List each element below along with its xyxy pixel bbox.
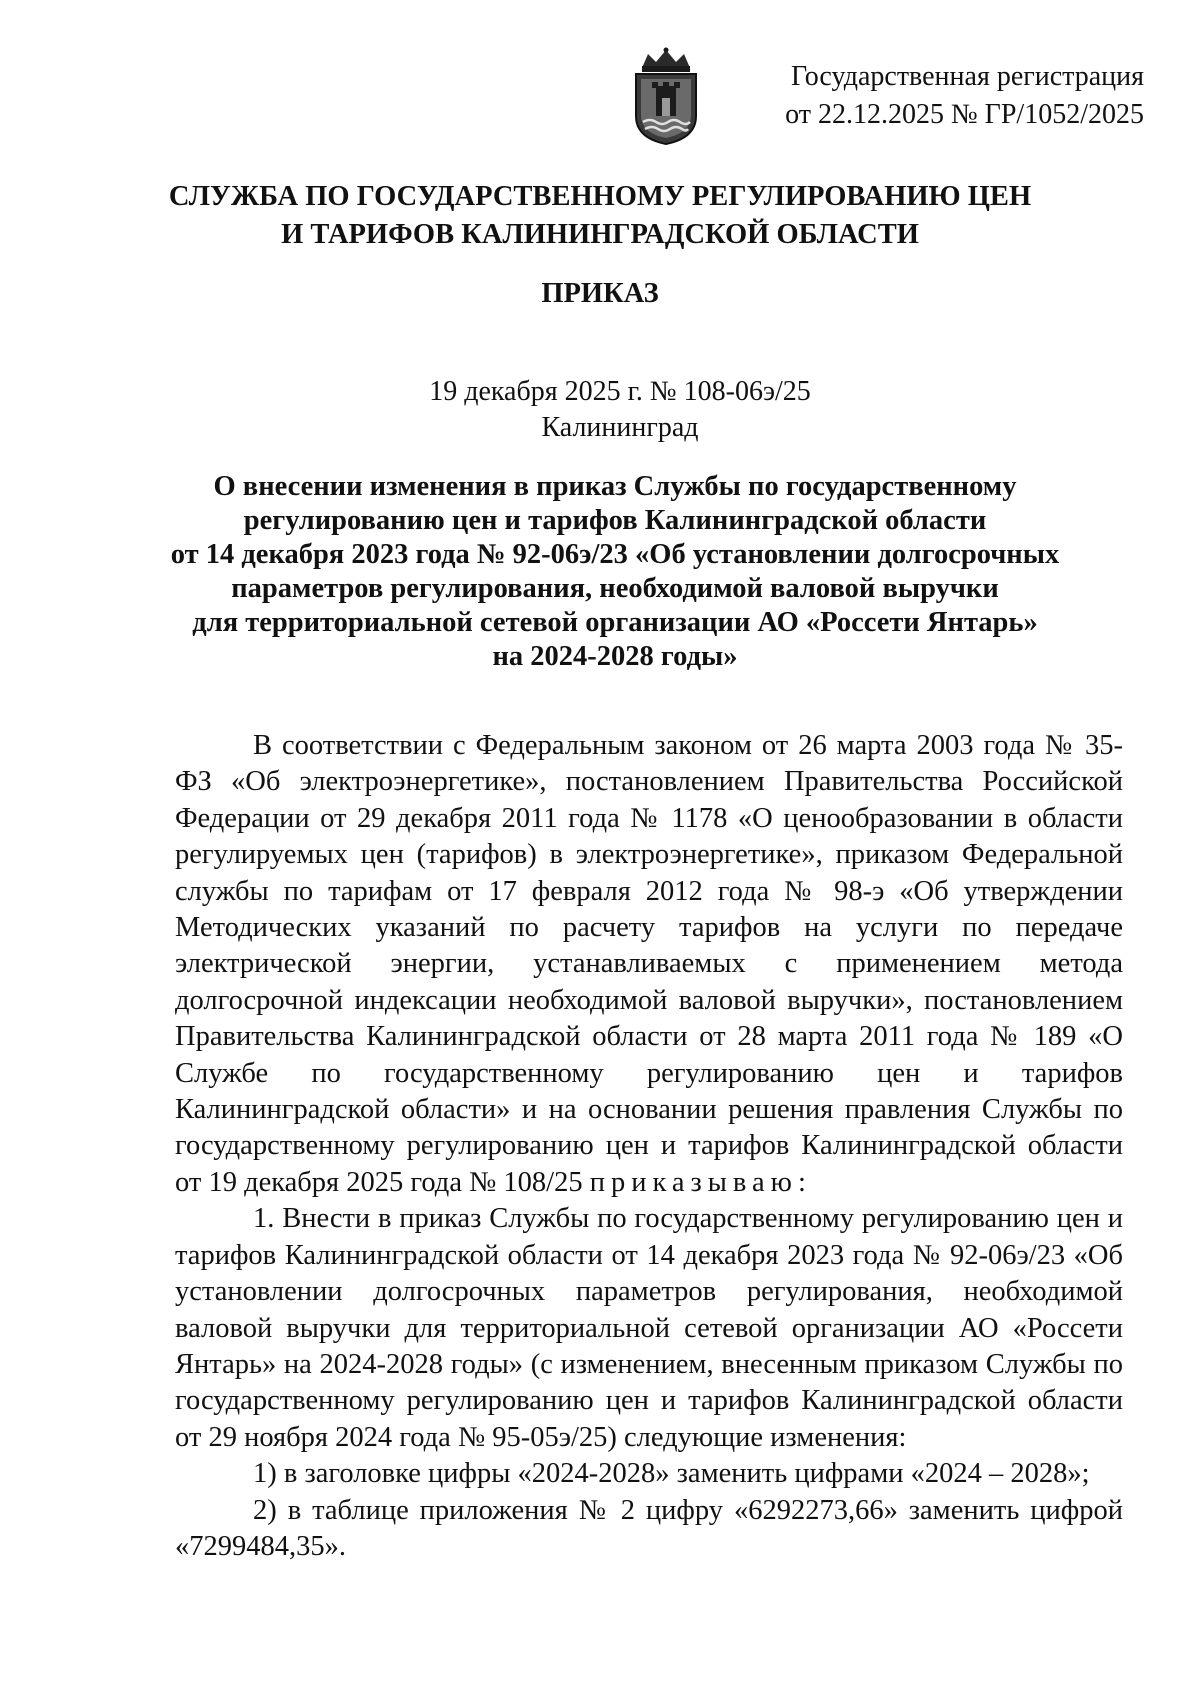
document-subject <box>150 470 1080 674</box>
document-city: Калининград <box>541 412 699 443</box>
point-1-subitem-1: 1) в заголовке цифры «2024-2028» заменить цифрами «2024 – 2028»; <box>253 1458 1090 1490</box>
point-1-subitem-2: 2) в таблице приложения № 2 цифру «6292273,66» заменить цифрой «7299484,35». <box>175 1494 1123 1562</box>
order-word: приказываю: <box>589 1166 812 1198</box>
subject-line: параметров регулирования, необходимой валовой выручки <box>231 573 999 604</box>
agency-name-line-1: СЛУЖБА ПО ГОСУДАРСТВЕННОМУ РЕГУЛИРОВАНИЮ ЦЕН <box>168 181 1032 212</box>
agency-name <box>120 178 1080 254</box>
preamble-paragraph <box>175 728 1123 1201</box>
state-registration-stamp <box>724 58 1144 134</box>
preamble-text: В соответствии с Федеральным законом от 26 марта 2003 года № 35-ФЗ «Об электроэнергетике», постановлением Правительства Российской Федерации от 29 декабря 2011 года № 1178 «О ценообразовании в области регулируемых цен (тарифов) в электроэнергетике», приказом Федеральной службы по тарифам от 17 февраля 2012 года № 98-э «Об утверждении Методических указаний по расчету тарифов на услуги по передаче электрической энергии, устанавливаемых с применением метода долгосрочной индексации необходимой валовой выручки», постановлением Правительства Калининградской области от 28 марта 2011 года № 189 «О Службе по государственному регулированию цен и тарифов Калининградской области» и на основании решения правления Службы по государственному регулированию цен и тарифов Калининградской области от 19 декабря 2025 года № 108/25 <box>175 730 1123 1198</box>
document-body <box>175 728 1123 1565</box>
agency-name-line-2: И ТАРИФОВ КАЛИНИНГРАДСКОЙ ОБЛАСТИ <box>281 219 919 250</box>
coat-of-arms-emblem <box>628 46 704 146</box>
subject-line: для территориальной сетевой организации АО «Россети Янтарь» <box>192 607 1038 638</box>
registration-line-2: от 22.12.2025 № ГР/1052/2025 <box>785 99 1144 130</box>
point-1-paragraph: 1. Внести в приказ Службы по государственному регулированию цен и тарифов Калининградской области от 14 декабря 2023 года № 92-06э/23 «Об установлении долгосрочных параметров регулирования, необходимой валовой выручки для территориальной сетевой организации АО «Россети Янтарь» на 2024-2028 годы» (с изменением, внесенным приказом Службы по государственному регулированию цен и тарифов Калининградской области от 29 ноября 2024 года № 95-05э/25) следующие изменения: <box>175 1203 1123 1453</box>
document-type: ПРИКАЗ <box>541 278 659 309</box>
registration-line-1: Государственная регистрация <box>791 61 1144 92</box>
subject-line: от 14 декабря 2023 года № 92-06э/23 «Об установлении долгосрочных <box>170 539 1060 570</box>
document-date-block <box>120 374 1080 446</box>
subject-line: регулированию цен и тарифов Калининградской области <box>243 505 987 536</box>
subject-line: О внесении изменения в приказ Службы по государственному <box>213 471 1017 502</box>
subject-line: на 2024-2028 годы» <box>492 641 738 672</box>
document-date-number: 19 декабря 2025 г. № 108-06э/25 <box>429 376 811 407</box>
